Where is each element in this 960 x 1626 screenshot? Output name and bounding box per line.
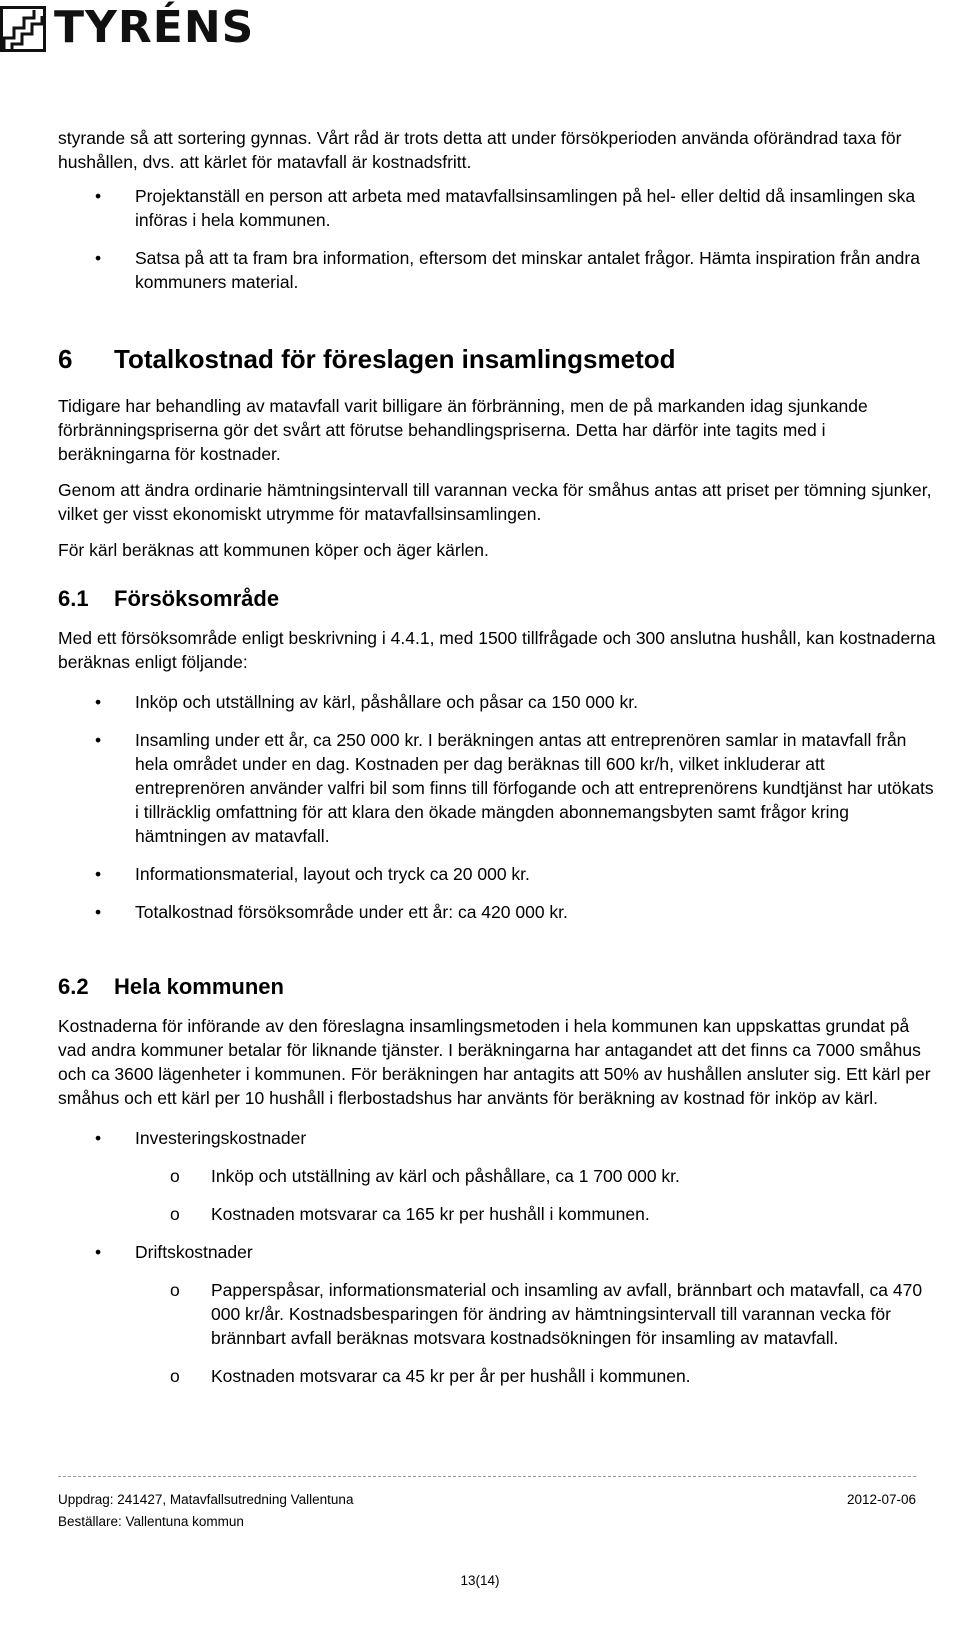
section-6-1-heading: [58, 584, 938, 614]
sub-list: [58, 1164, 938, 1226]
sub-list-item-text: Kostnaden motsvarar ca 45 kr per år per hushåll i kommunen.: [211, 1366, 691, 1386]
list-item: [58, 862, 938, 886]
sub-list-item: [58, 1202, 938, 1226]
sub-bullet-icon: o: [170, 1366, 180, 1386]
sub-bullet-icon: o: [170, 1204, 180, 1224]
list-item: [58, 246, 938, 294]
list-item-text: Projektanställ en person att arbeta med matavfallsinsamlingen på hel- eller deltid då insamlingen ska införas i hela kommunen.: [135, 186, 916, 230]
footer: [58, 1489, 916, 1533]
bullet-icon: •: [95, 864, 102, 884]
list-item: [58, 1240, 938, 1264]
paragraph: Kostnaderna för införande av den föreslagna insamlingsmetoden i hela kommunen kan uppskattas grundat på vad andra kommuner betalar för liknande tjänster. I beräkningarna har antagandet att det finns ca 7000 småhus och ca 3600 lägenheter i kommunen. För beräkningen har antagits att 50% av hushållen ansluter sig. Ett kärl per småhus och ett kärl per 10 hushåll i flerbostadshus har använts för beräkning av kostnad för inköp av kärl.: [58, 1016, 931, 1108]
bullet-icon: •: [95, 248, 102, 268]
sub-list-item: [58, 1278, 938, 1350]
footer-client: Beställare: Vallentuna kommun: [58, 1514, 244, 1529]
list-item-text: Inköp och utställning av kärl, påshållare och påsar ca 150 000 kr.: [135, 692, 638, 712]
sub-bullet-icon: o: [170, 1280, 180, 1300]
paragraph: För kärl beräknas att kommunen köper och äger kärlen.: [58, 540, 489, 560]
list-item-text: Totalkostnad försöksområde under ett år: ca 420 000 kr.: [135, 902, 568, 922]
list-item-text: Informationsmaterial, layout och tryck ca 20 000 kr.: [135, 864, 530, 884]
paragraph: Med ett försöksområde enligt beskrivning i 4.4.1, med 1500 tillfrågade och 300 anslutna hushåll, kan kostnaderna beräknas enligt följande:: [58, 628, 936, 672]
bullet-icon: •: [95, 730, 102, 750]
municipality-cost-list: [58, 1240, 938, 1264]
intro-continuation: styrande så att sortering gynnas. Vårt råd är trots detta att under försökperioden använda oförändrad taxa för hushållen, dvs. att kärlet för matavfall är kostnadsfritt.: [58, 128, 902, 172]
bullet-icon: •: [95, 902, 102, 922]
section-title: Försöksområde: [114, 586, 280, 611]
sub-list-item-text: Kostnaden motsvarar ca 165 kr per hushåll i kommunen.: [211, 1204, 650, 1224]
logo-wordmark: TYRÉNS: [54, 2, 255, 53]
sub-list-item: [58, 1164, 938, 1188]
tyrens-logo: [0, 0, 260, 52]
bullet-icon: •: [95, 1128, 102, 1148]
sub-bullet-icon: o: [170, 1166, 180, 1186]
footer-assignment: Uppdrag: 241427, Matavfallsutredning Vallentuna: [58, 1492, 354, 1507]
page-content: [58, 126, 938, 1388]
tyrens-logo-icon: [0, 6, 46, 52]
cost-bullet-list: [58, 690, 938, 924]
list-item: [58, 690, 938, 714]
sub-list-item-text: Papperspåsar, informationsmaterial och insamling av avfall, brännbart och matavfall, ca 470 000 kr/år. Kostnadsbesparingen för ändring av hämtningsintervall till varannan vecka för brännbart avfall beräknas motsvara kostnadsökningen för insamling av matavfall.: [211, 1280, 923, 1348]
sub-list-item-text: Inköp och utställning av kärl och påshållare, ca 1 700 000 kr.: [211, 1166, 680, 1186]
municipality-cost-list: [58, 1126, 938, 1150]
section-title: Hela kommunen: [114, 974, 284, 999]
sub-list-item: [58, 1364, 938, 1388]
section-number: 6: [58, 344, 73, 374]
list-item-text: Insamling under ett år, ca 250 000 kr. I beräkningen antas att entreprenören samlar in matavfall från hela området under en dag. Kostnaden per dag beräknas till 600 kr/h, vilket inkluderar att entreprenören använder valfri bil som finns till förfogande och att entreprenörens kundtjänst har utökats i tillräcklig omfattning för att klara den ökade mängden abonnemangsbyten samt frågor kring hämtningen av matavfall.: [135, 730, 934, 846]
page-number: 13(14): [460, 1573, 500, 1588]
section-6-2-heading: [58, 972, 938, 1002]
paragraph: Tidigare har behandling av matavfall varit billigare än förbränning, men de på markanden idag sjunkande förbränningspriserna gör det svårt att förutse behandlingspriserna. Detta har därför inte tagits med i beräkningarna för kostnader.: [58, 396, 868, 464]
sub-list: [58, 1278, 938, 1388]
section-number: 6.1: [58, 586, 89, 611]
footer-date: 2012-07-06: [846, 1492, 916, 1507]
section-6-heading: [58, 342, 938, 376]
list-item: [58, 728, 938, 848]
list-item: [58, 1126, 938, 1150]
section-title: Totalkostnad för föreslagen insamlingsmetod: [114, 344, 676, 374]
paragraph: Genom att ändra ordinarie hämtningsintervall till varannan vecka för småhus antas att priset per tömning sjunker, vilket ger visst ekonomiskt utrymme för matavfallsinsamlingen.: [58, 480, 932, 524]
list-item-text: Driftskostnader: [135, 1242, 253, 1262]
list-item-text: Investeringskostnader: [135, 1128, 307, 1148]
bullet-icon: •: [95, 692, 102, 712]
bullet-icon: •: [95, 186, 102, 206]
bullet-icon: •: [95, 1242, 102, 1262]
intro-bullet-list: [58, 184, 938, 294]
section-number: 6.2: [58, 974, 89, 999]
footer-divider: [58, 1476, 916, 1477]
list-item-text: Satsa på att ta fram bra information, eftersom det minskar antalet frågor. Hämta inspiration från andra kommuners material.: [135, 248, 920, 292]
list-item: [58, 184, 938, 232]
list-item: [58, 900, 938, 924]
